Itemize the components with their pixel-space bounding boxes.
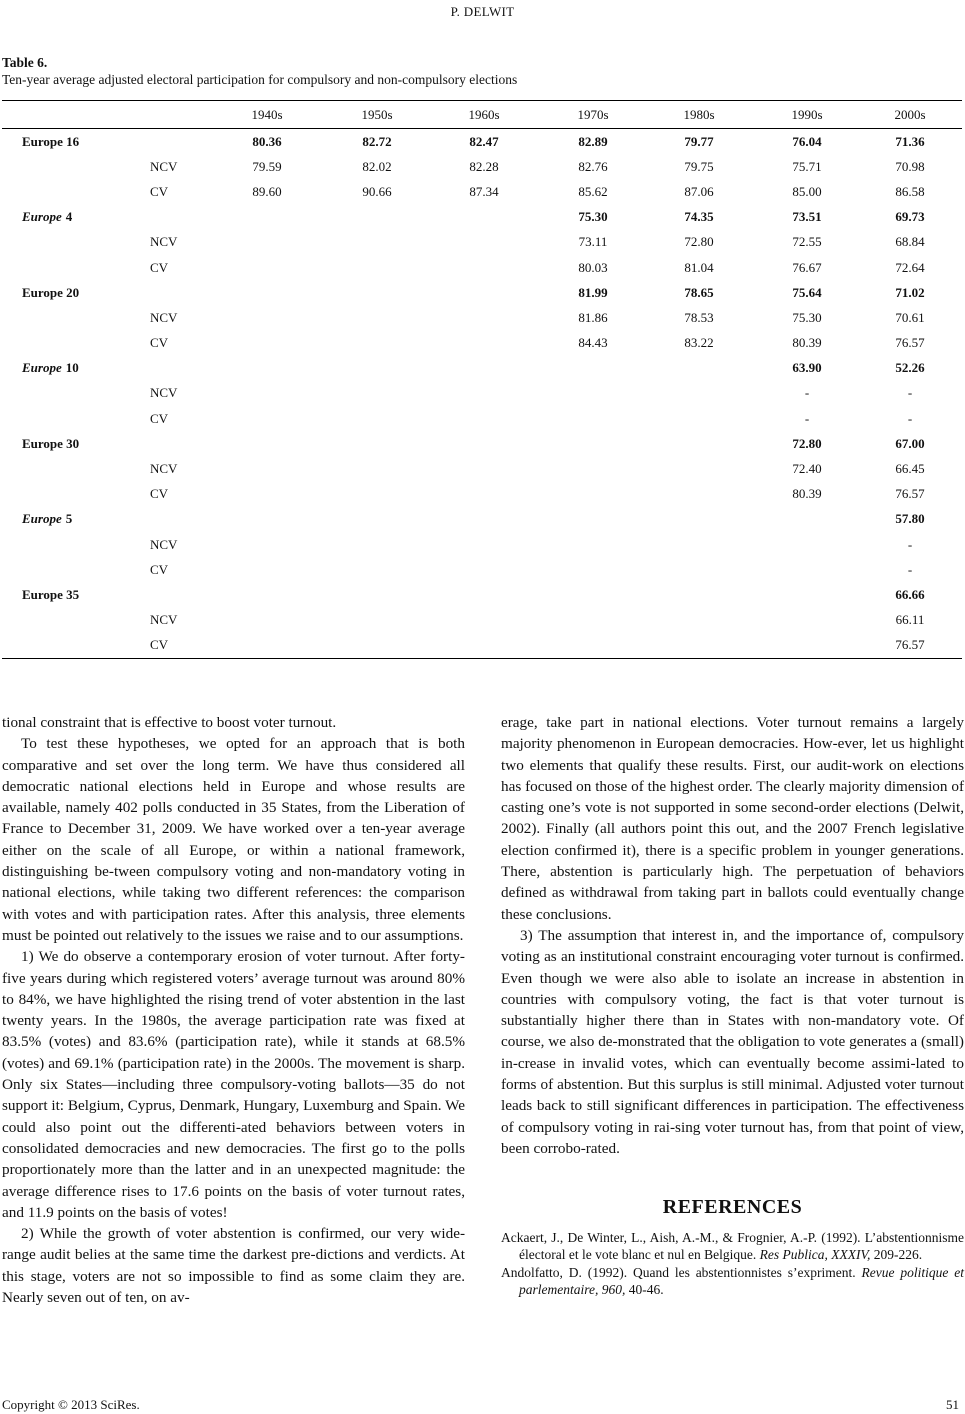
footer-page-number: 51 [946,1397,959,1412]
column-header: 1970s [577,106,609,122]
row-group-label: Europe 20 [22,284,80,300]
row-sub-label: NCV [150,612,178,628]
row-group-label: Europe 30 [22,435,80,451]
column-header: 1940s [251,106,283,122]
table-cell: 90.66 [362,183,392,199]
table-cell: 66.66 [895,586,925,602]
table-cell: 74.35 [684,209,714,225]
running-header: P. DELWIT [450,4,515,19]
table-cell: 82.72 [362,133,392,149]
table-cell: 72.55 [792,234,822,250]
table-cell: 75.71 [792,158,822,174]
table-cell: 75.30 [578,209,608,225]
row-sub-label: CV [150,410,169,426]
table-row [2,129,962,154]
table-row [2,633,962,658]
table-row [2,406,962,431]
table-cell: 72.80 [684,234,714,250]
column-header: 1960s [468,106,500,122]
table-row [2,280,962,305]
table-cell: 81.86 [578,309,608,325]
table-cell: 67.00 [895,435,925,451]
row-sub-label: NCV [150,461,178,477]
table-cell: 72.80 [792,435,822,451]
table-cell: 79.59 [252,158,282,174]
table-cell: 71.02 [895,284,925,300]
table-row [2,154,962,179]
table-cell: 66.45 [895,461,925,477]
table-cell: 63.90 [792,360,822,376]
table-cell: - [907,410,913,426]
table-cell: 83.22 [684,335,714,351]
references-heading: REFERENCES [662,1196,803,1219]
table-cell: 82.89 [578,133,608,149]
table-row [2,608,962,633]
column-header: 1950s [361,106,393,122]
table-cell: 81.04 [684,259,714,275]
body-column-right-text [501,712,964,1159]
table-cell: 72.40 [792,461,822,477]
row-group-label: Europe 5 [22,511,73,527]
table-cell: - [907,561,913,577]
table-row [2,381,962,406]
table-label: Table 6. [2,55,48,70]
row-sub-label: CV [150,259,169,275]
table-cell: 78.53 [684,309,714,325]
footer-copyright: Copyright © 2013 SciRes. [2,1397,140,1412]
table-cell: 81.99 [578,284,608,300]
body-paragraph: To test these hypotheses, we opted for an approach that is both comparative and set over the long term. We have thus considered all democratic national elections held in Europe and whose results are available, namely 402 polls conducted in 35 States, from the Liberation of France to December 31, 2009. We have worked over a ten-year average either on the scale of all Europe, or within a national framework, distinguishing be-tween compulsory voting and non-mandatory voting in national elections, while taking two different references: the comparison with votes and with participation rates. After this analysis, three elements must be pointed out relatively to the issues we raise and to our assumptions. [2,735,465,944]
row-group-label: Europe 35 [22,586,80,602]
table-row [2,557,962,582]
table-cell: 85.62 [578,183,608,199]
row-sub-label: CV [150,561,169,577]
body-paragraph: erage, take part in national elections. Voter turnout remains a largely majority phenomenon in European democracies. How-ever, let us highlight two elements that qualify these results. First, our audit-work on elections has focused on those of the highest order. The clearly majority dimension of casting one’s vote is not supported in some second-order elections (Delwit, 2002). Finally (all authors point this out, and the 2007 French legislative election confirmed it), there is a specific problem in younger generations. There, abstention is particularly high. The perpetuation of behaviors defined as withdrawal from taking part in ballots could eventually change these conclusions. [501,714,964,923]
table-cell: - [804,410,810,426]
body-paragraph: tional constraint that is effective to boost voter turnout. [2,714,337,731]
table-cell: 76.57 [895,637,925,653]
row-sub-label: NCV [150,536,178,552]
table-cell: 86.58 [895,183,925,199]
table-row [2,205,962,230]
row-sub-label: NCV [150,385,178,401]
table-cell: 71.36 [895,133,925,149]
table-cell: - [907,536,913,552]
table-cell: 69.73 [895,209,925,225]
column-header: 1990s [791,106,823,122]
table-cell: 80.36 [252,133,282,149]
table-cell: 66.11 [895,612,925,628]
table-cell: 89.60 [252,183,282,199]
table-row [2,532,962,557]
table-row [2,230,962,255]
table-cell: 76.04 [792,133,822,149]
table-title: Ten-year average adjusted electoral participation for compulsory and non-compulsory elections [2,72,518,87]
table-cell: 76.57 [895,335,925,351]
table-cell: 57.80 [895,511,925,527]
reference-item: Andolfatto, D. (1992). Quand les abstentionnistes s’expriment. Revue politique et parlementaire, 960, 40-46. [501,1264,964,1298]
body-column-left [2,712,465,1308]
row-sub-label: NCV [150,234,178,250]
table-cell: 52.26 [895,360,925,376]
row-sub-label: CV [150,183,169,199]
table-body [2,129,962,658]
row-sub-label: NCV [150,309,178,325]
table-row [2,356,962,381]
column-header: 2000s [894,106,926,122]
table-row [2,331,962,356]
table-row [2,507,962,532]
table-cell: 80.03 [578,259,608,275]
table-cell: 79.77 [684,133,714,149]
table-row [2,179,962,204]
table-cell: 78.65 [684,284,714,300]
row-sub-label: NCV [150,158,178,174]
reference-item: Ackaert, J., De Winter, L., Aish, A.-M., & Frognier, A.-P. (1992). L’abstentionnisme électoral et le vote blanc et nul en Belgique. Res Publica, XXXIV, 209-226. [501,1229,964,1263]
row-sub-label: CV [150,486,169,502]
table-cell: 72.64 [895,259,925,275]
data-table [2,100,962,659]
table-cell: 70.98 [895,158,925,174]
table-cell: - [907,385,913,401]
table-row [2,456,962,481]
table-row [2,431,962,456]
table-cell: 70.61 [895,309,925,325]
table-cell: 80.39 [792,335,822,351]
table-cell: - [804,385,810,401]
row-group-label: Europe 10 [22,360,79,376]
table-cell: 73.11 [578,234,608,250]
table-cell: 76.67 [792,259,822,275]
body-paragraph: 3) The assumption that interest in, and the importance of, compulsory voting as an institutional constraint encouraging voter turnout is confirmed. Even though we were also able to isolate an increase in abstention in countries with compulsory voting, the fact is that voter turnout is substantially higher there than in States with non-mandatory vote. Of course, we also de-monstrated that the obligation to vote generates a (small) in-crease in invalid votes, which can eventually become assimi-lated to forms of abstention. But this surplus is still minimal. Adjusted voter turnout leads back to still significant differences in participation. The effectiveness of compulsory voting in rai-sing voter turnout has, from that point of view, been corrobo-rated. [501,926,964,1157]
column-header: 1980s [683,106,715,122]
table-header-row [2,101,962,129]
references-list [501,1229,964,1299]
table-cell: 82.28 [469,158,499,174]
table-cell: 75.30 [792,309,822,325]
table-cell: 75.64 [792,284,822,300]
body-paragraph: 1) We do observe a contemporary erosion of voter turnout. After forty-five years during which registered voters’ average turnout was around 80% to 84%, we have highlighted the rising trend of voter abstention in the last twenty years. In the 1980s, the average participation rate was fixed at 83.5% (votes) and 83.6% (participation rate), while it stands at 68.5% (votes) and 69.1% (participation rate) in the 2000s. The movement is sharp. Only six States—including three compulsory-voting ballots—35 do not support it: Belgium, Cyprus, Denmark, Hungary, Luxemburg and Spain. We could also point out the differenti-ated behaviors between voters in consolidated democracies and new democracies. The first go to the polls proportionately more than the latter and in an unexpected magnitude: the average difference rises to 17.6 points on the basis of voter turnout rates, and 11.9 points on the basis of votes! [2,948,465,1221]
table-cell: 84.43 [578,335,608,351]
body-column-right [501,712,964,1299]
table-cell: 85.00 [792,183,822,199]
row-group-label: Europe 16 [22,133,80,149]
table-row [2,255,962,280]
table-row [2,582,962,607]
table-cell: 79.75 [684,158,714,174]
table-caption [2,54,517,88]
row-sub-label: CV [150,637,169,653]
table-cell: 87.06 [684,183,714,199]
row-group-label: Europe 4 [22,209,73,225]
body-paragraph: 2) While the growth of voter abstention is confirmed, our very wide-range audit belies at the same time the darkest pre-dictions and verdicts. At this stage, voters are not so impossible to find as some claim they are. Nearly seven out of ten, on av- [2,1225,465,1307]
table-cell: 76.57 [895,486,925,502]
table-row [2,482,962,507]
table-cell: 82.02 [362,158,392,174]
table-cell: 82.76 [578,158,608,174]
table-cell: 73.51 [792,209,822,225]
table-cell: 68.84 [895,234,925,250]
table-cell: 82.47 [469,133,499,149]
table-row [2,305,962,330]
table-cell: 80.39 [792,486,822,502]
row-sub-label: CV [150,335,169,351]
table-cell: 87.34 [469,183,499,199]
